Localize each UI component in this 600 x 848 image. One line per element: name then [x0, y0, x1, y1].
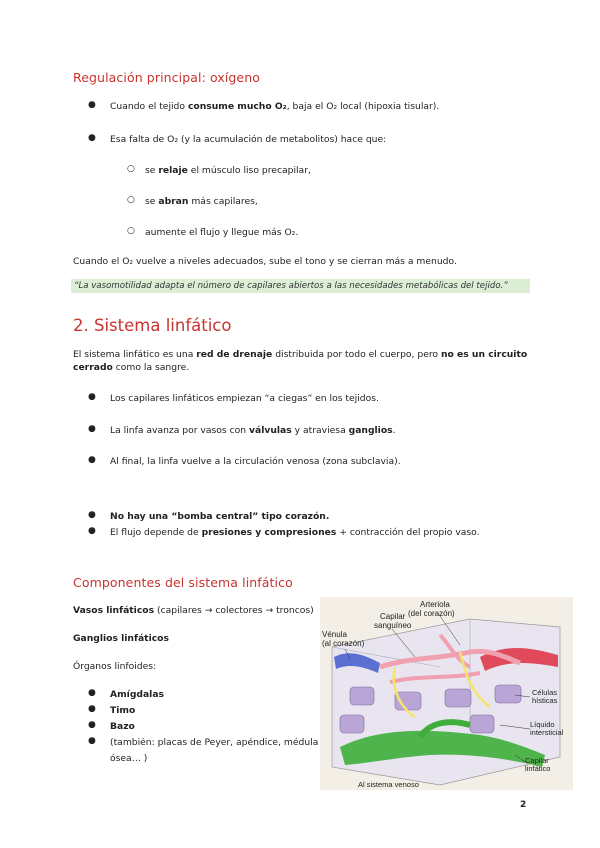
- sub-bullet-icon: ○: [127, 195, 135, 205]
- page-number: 2: [520, 800, 527, 810]
- list-item: Bazo: [110, 721, 135, 732]
- bullet-icon: ●: [88, 720, 96, 730]
- label-venula: Vénula: [322, 630, 347, 639]
- organos-line: Órganos linfoides:: [73, 661, 157, 672]
- bullet-icon: ●: [88, 100, 96, 110]
- list-item: Esa falta de O₂ (y la acumulación de metabolitos) hace que:: [110, 134, 387, 145]
- list-item-continuation: ósea… ): [110, 753, 148, 764]
- bullet-icon: ●: [88, 455, 96, 465]
- list-item: Amígdalas: [110, 689, 165, 700]
- bullet-icon: ●: [88, 526, 96, 536]
- tissue-cell: [470, 715, 494, 733]
- tissue-cell: [350, 687, 374, 705]
- bullet-icon: ●: [88, 736, 96, 746]
- tissue-cell: [495, 685, 521, 703]
- list-item: se relaje el músculo liso precapilar,: [145, 165, 311, 176]
- label-venula-2: (al corazón): [322, 639, 365, 648]
- list-item: (también: placas de Peyer, apéndice, médula: [110, 737, 319, 748]
- bullet-icon: ●: [88, 688, 96, 698]
- label-liquido-2: intersticial: [530, 728, 564, 737]
- bullet-icon: ●: [88, 133, 96, 143]
- label-capilar-linfatico: Capilar: [525, 756, 549, 765]
- label-capilar-sanguineo-2: sanguíneo: [374, 621, 412, 630]
- label-arteriola-2: (del corazón): [408, 609, 455, 618]
- lymphatic-tissue-figure: [320, 597, 573, 790]
- label-capilar-linfatico-2: linfático: [525, 764, 551, 773]
- list-item: Timo: [110, 705, 136, 716]
- list-item: El flujo depende de presiones y compresiones + contracción del propio vaso.: [110, 527, 480, 538]
- list-item: se abran más capilares,: [145, 196, 258, 207]
- sub-bullet-icon: ○: [127, 164, 135, 174]
- list-item: No hay una “bomba central” tipo corazón.: [110, 511, 330, 522]
- paragraph-intro: El sistema linfático es una red de drenaje distribuida por todo el cuerpo, pero no es un circuito cerrado como la sangre.: [73, 349, 528, 373]
- heading-componentes: Componentes del sistema linfático: [73, 575, 293, 590]
- label-arteriola: Arteriola: [420, 600, 450, 609]
- label-sistema-venoso: Al sistema venoso: [358, 780, 419, 789]
- label-celulas-2: hísticas: [532, 696, 558, 705]
- tissue-cell: [340, 715, 364, 733]
- highlighted-quote: “La vasomotilidad adapta el número de capilares abiertos a las necesidades metabólicas del tejido.”: [71, 279, 530, 293]
- list-item: La linfa avanza por vasos con válvulas y atraviesa ganglios.: [110, 425, 396, 436]
- paragraph: Cuando el O₂ vuelve a niveles adecuados, sube el tono y se cierran más a menudo.: [73, 256, 457, 267]
- list-item: Los capilares linfáticos empiezan “a ciegas” en los tejidos.: [110, 393, 379, 404]
- heading-regulacion: Regulación principal: oxígeno: [73, 70, 260, 85]
- vasos-line: Vasos linfáticos (capilares → colectores → troncos): [73, 605, 314, 616]
- heading-sistema-linfatico: 2. Sistema linfático: [73, 316, 232, 335]
- bullet-icon: ●: [88, 510, 96, 520]
- bullet-icon: ●: [88, 424, 96, 434]
- label-capilar-sanguineo: Capilar: [380, 612, 406, 621]
- ganglios-line: Ganglios linfáticos: [73, 633, 169, 644]
- label-celulas: Células: [532, 688, 558, 697]
- list-item: Cuando el tejido consume mucho O₂, baja el O₂ local (hipoxia tisular).: [110, 101, 440, 112]
- list-item: aumente el flujo y llegue más O₂.: [145, 227, 299, 238]
- bullet-icon: ●: [88, 704, 96, 714]
- tissue-cell: [445, 689, 471, 707]
- list-item: Al final, la linfa vuelve a la circulación venosa (zona subclavia).: [110, 456, 401, 467]
- bullet-icon: ●: [88, 392, 96, 402]
- sub-bullet-icon: ○: [127, 226, 135, 236]
- label-liquido: Líquido: [530, 720, 555, 729]
